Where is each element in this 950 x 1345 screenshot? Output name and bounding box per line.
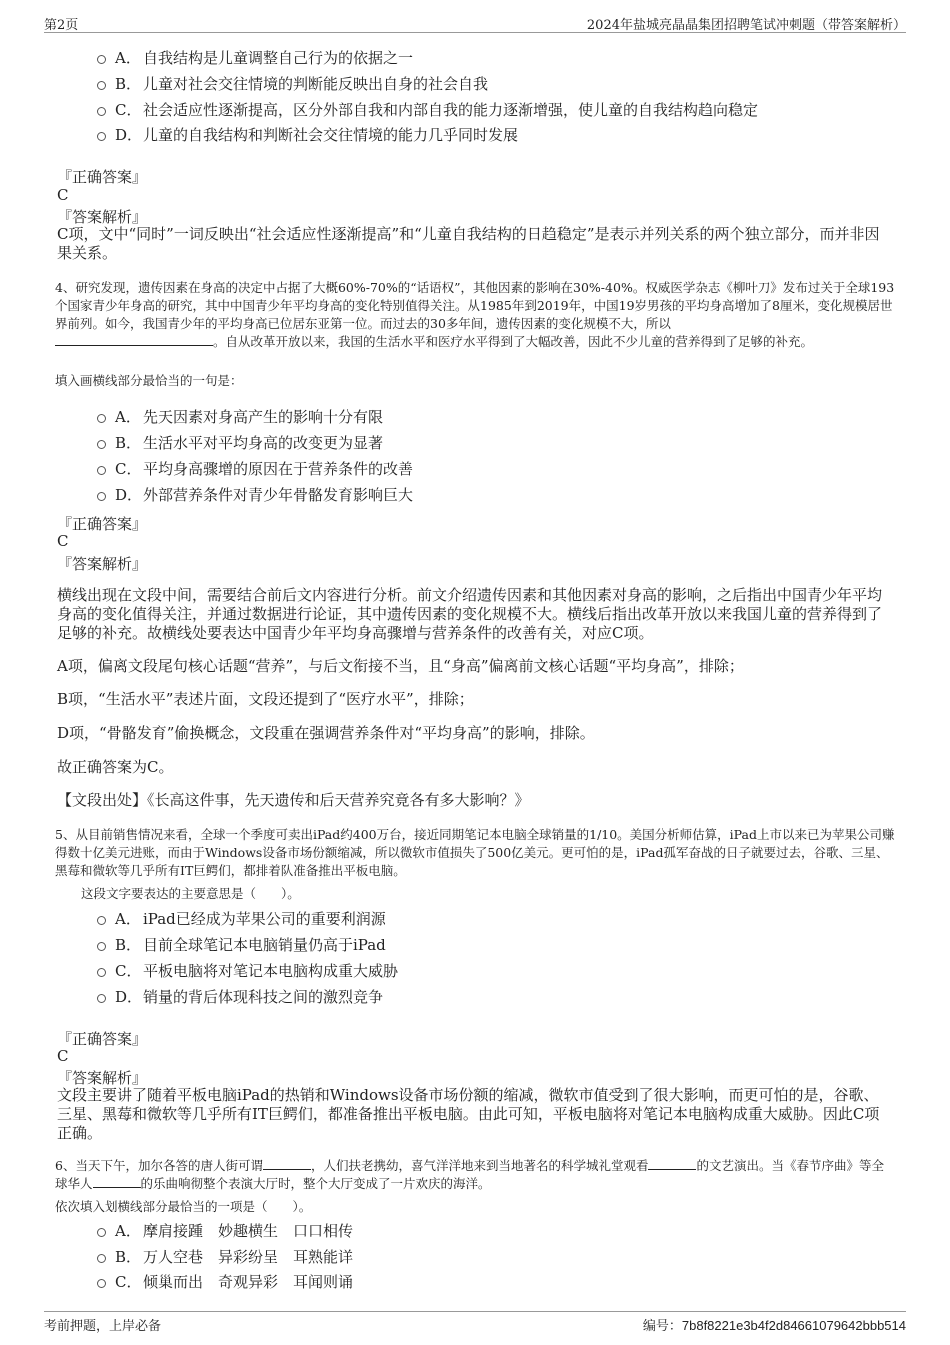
q6-blank-2: [648, 1157, 696, 1170]
page-number: 第2页: [44, 18, 79, 33]
q4-option-a[interactable]: A． 先天因素对身高产生的影响十分有限: [97, 405, 383, 427]
q6-option-a[interactable]: A． 摩肩接踵 妙趣横生 口口相传: [97, 1219, 353, 1241]
q5-prompt: 这段文字要表达的主要意思是（ ）。: [81, 886, 300, 901]
radio-icon[interactable]: [97, 81, 106, 90]
q5-analysis: 文段主要讲了随着平板电脑iPad的热销和Windows设备市场份额的缩减，微软市值受到了很大影响，而更可怕的是，谷歌、三星、黑莓和微软等几乎所有IT巨鳄们，都准备推出平板电脑。由此可知，平板电脑将对笔记本电脑构成重大威胁。因此C项正确。: [57, 1086, 880, 1142]
q5-stem: 5、从目前销售情况来看，全球一个季度可卖出iPad约400万台，接近同期笔记本电脑全球销量的1/10。美国分析师估算，iPad上市以来已为苹果公司赚得数十亿美元进账，而由于Windows设备市场份额缩减，所以微软市值损失了500亿美元。更可怕的是，iPad孤军奋战的日子就要过去，谷歌、三星、黑莓和微软等几乎所有IT巨鳄们，都排着队准备推出平板电脑。: [55, 827, 895, 878]
radio-icon[interactable]: [97, 1279, 106, 1288]
radio-icon[interactable]: [97, 916, 106, 925]
radio-icon[interactable]: [97, 414, 106, 423]
radio-icon[interactable]: [97, 942, 106, 951]
q4-prompt: 填入画横线部分最恰当的一句是：: [55, 373, 243, 388]
q4-option-b[interactable]: B． 生活水平对平均身高的改变更为显著: [97, 431, 383, 453]
q6-blank-1: [263, 1157, 311, 1170]
q5-analysis-label: 『答案解析』: [57, 1069, 148, 1087]
q4-analysis-3: B项，“生活水平”表述片面，文段还提到了“医疗水平”，排除；: [57, 690, 474, 708]
q4-answer: C: [57, 532, 69, 550]
q3-option-b[interactable]: B． 儿童对社会交往情境的判断能反映出自身的社会自我: [97, 72, 488, 94]
q4-blank: [55, 333, 213, 346]
q6-blank-3: [93, 1175, 141, 1188]
q6-prompt: 依次填入划横线部分最恰当的一项是（ ）。: [55, 1199, 312, 1214]
q5-option-c[interactable]: C． 平板电脑将对笔记本电脑构成重大威胁: [97, 959, 398, 981]
q3-analysis-label: 『答案解析』: [57, 208, 148, 226]
q4-analysis-4: D项，“骨骼发育”偷换概念，文段重在强调营养条件对“平均身高”的影响，排除。: [57, 724, 595, 742]
radio-icon[interactable]: [97, 107, 106, 116]
document-title: 2024年盐城亮晶晶集团招聘笔试冲刺题（带答案解析）: [586, 18, 906, 33]
q6-option-c[interactable]: C． 倾巢而出 奇观异彩 耳闻则诵: [97, 1270, 353, 1292]
q5-answer: C: [57, 1047, 69, 1065]
q4-analysis-5: 故正确答案为C。: [57, 758, 174, 776]
radio-icon[interactable]: [97, 994, 106, 1003]
q4-option-d[interactable]: D． 外部营养条件对青少年骨骼发育影响巨大: [97, 483, 413, 505]
q4-analysis-1: 横线出现在文段中间，需要结合前后文内容进行分析。前文介绍遗传因素和其他因素对身高的影响，之后指出中国青少年平均身高的变化值得关注，并通过数据进行论证，其中遗传因素的变化规模不大。横线后指出改革开放以来我国儿童的营养得到了足够的补充。故横线处要表达中国青少年平均身高骤增与营养条件的改善有关，对应C项。: [57, 586, 883, 642]
radio-icon[interactable]: [97, 968, 106, 977]
q3-option-d[interactable]: D． 儿童的自我结构和判断社会交往情境的能力几乎同时发展: [97, 123, 518, 145]
q6-option-b[interactable]: B． 万人空巷 异彩纷呈 耳熟能详: [97, 1245, 353, 1267]
q4-analysis-label: 『答案解析』: [57, 555, 148, 573]
radio-icon[interactable]: [97, 1228, 106, 1237]
footer-code: 编号：7b8f8221e3b4f2d84661079642bbb514: [642, 1318, 906, 1334]
footer-divider: [44, 1311, 906, 1312]
q4-analysis-2: A项，偏离文段尾句核心话题“营养”，与后文衔接不当，且“身高”偏离前文核心话题“平均身高”，排除；: [57, 657, 744, 675]
footer-slogan: 考前押题，上岸必备: [44, 1319, 162, 1334]
q3-option-c[interactable]: C． 社会适应性逐渐提高，区分外部自我和内部自我的能力逐渐增强，使儿童的自我结构趋向稳定: [97, 98, 758, 120]
q4-stem: 4、研究发现，遗传因素在身高的决定中占据了大概60%-70%的“话语权”，其他因素的影响在30%-40%。权威医学杂志《柳叶刀》发布过关于全球193个国家青少年身高的研究，其中中国青少年平均身高的变化特别值得关注。从1985年到2019年，中国19岁男孩的平均身高增加了8厘米，变化规模居世界前列。如今，我国青少年的平均身高已位居东亚第一位。而过去的30多年间，遗传因素的变化规模不大，所以 。自从改革开放以来，我国的生活水平和医疗水平得到了大幅改善，因此不少儿童的营养得到了足够的补充。: [55, 280, 895, 349]
q6-stem: 6、当天下午，加尔各答的唐人街可谓 ，人们扶老携幼，喜气洋洋地来到当地著名的科学城礼堂观看 的文艺演出。当《春节序曲》等全球华人 的乐曲响彻整个表演大厅时，整个大厅变成了一片欢庆的海洋。: [55, 1158, 884, 1191]
q4-option-c[interactable]: C． 平均身高骤增的原因在于营养条件的改善: [97, 457, 413, 479]
q4-answer-label: 『正确答案』: [57, 515, 148, 533]
radio-icon[interactable]: [97, 132, 106, 141]
q4-source: 【文段出处】《长高这件事，先天遗传和后天营养究竟各有多大影响？》: [57, 791, 530, 809]
q3-analysis: C项，文中“同时”一词反映出“社会适应性逐渐提高”和“儿童自我结构的日趋稳定”是表示并列关系的两个独立部分，而并非因果关系。: [57, 225, 880, 262]
q5-option-b[interactable]: B． 目前全球笔记本电脑销量仍高于iPad: [97, 933, 386, 955]
q3-answer-label: 『正确答案』: [57, 168, 148, 186]
q5-option-a[interactable]: A． iPad已经成为苹果公司的重要利润源: [97, 907, 386, 929]
radio-icon[interactable]: [97, 492, 106, 501]
radio-icon[interactable]: [97, 440, 106, 449]
radio-icon[interactable]: [97, 55, 106, 64]
header-divider: [44, 32, 906, 33]
radio-icon[interactable]: [97, 466, 106, 475]
q3-option-a[interactable]: A． 自我结构是儿童调整自己行为的依据之一: [97, 46, 413, 68]
q5-option-d[interactable]: D． 销量的背后体现科技之间的激烈竞争: [97, 985, 383, 1007]
radio-icon[interactable]: [97, 1254, 106, 1263]
q5-answer-label: 『正确答案』: [57, 1030, 148, 1048]
q3-answer: C: [57, 186, 69, 204]
